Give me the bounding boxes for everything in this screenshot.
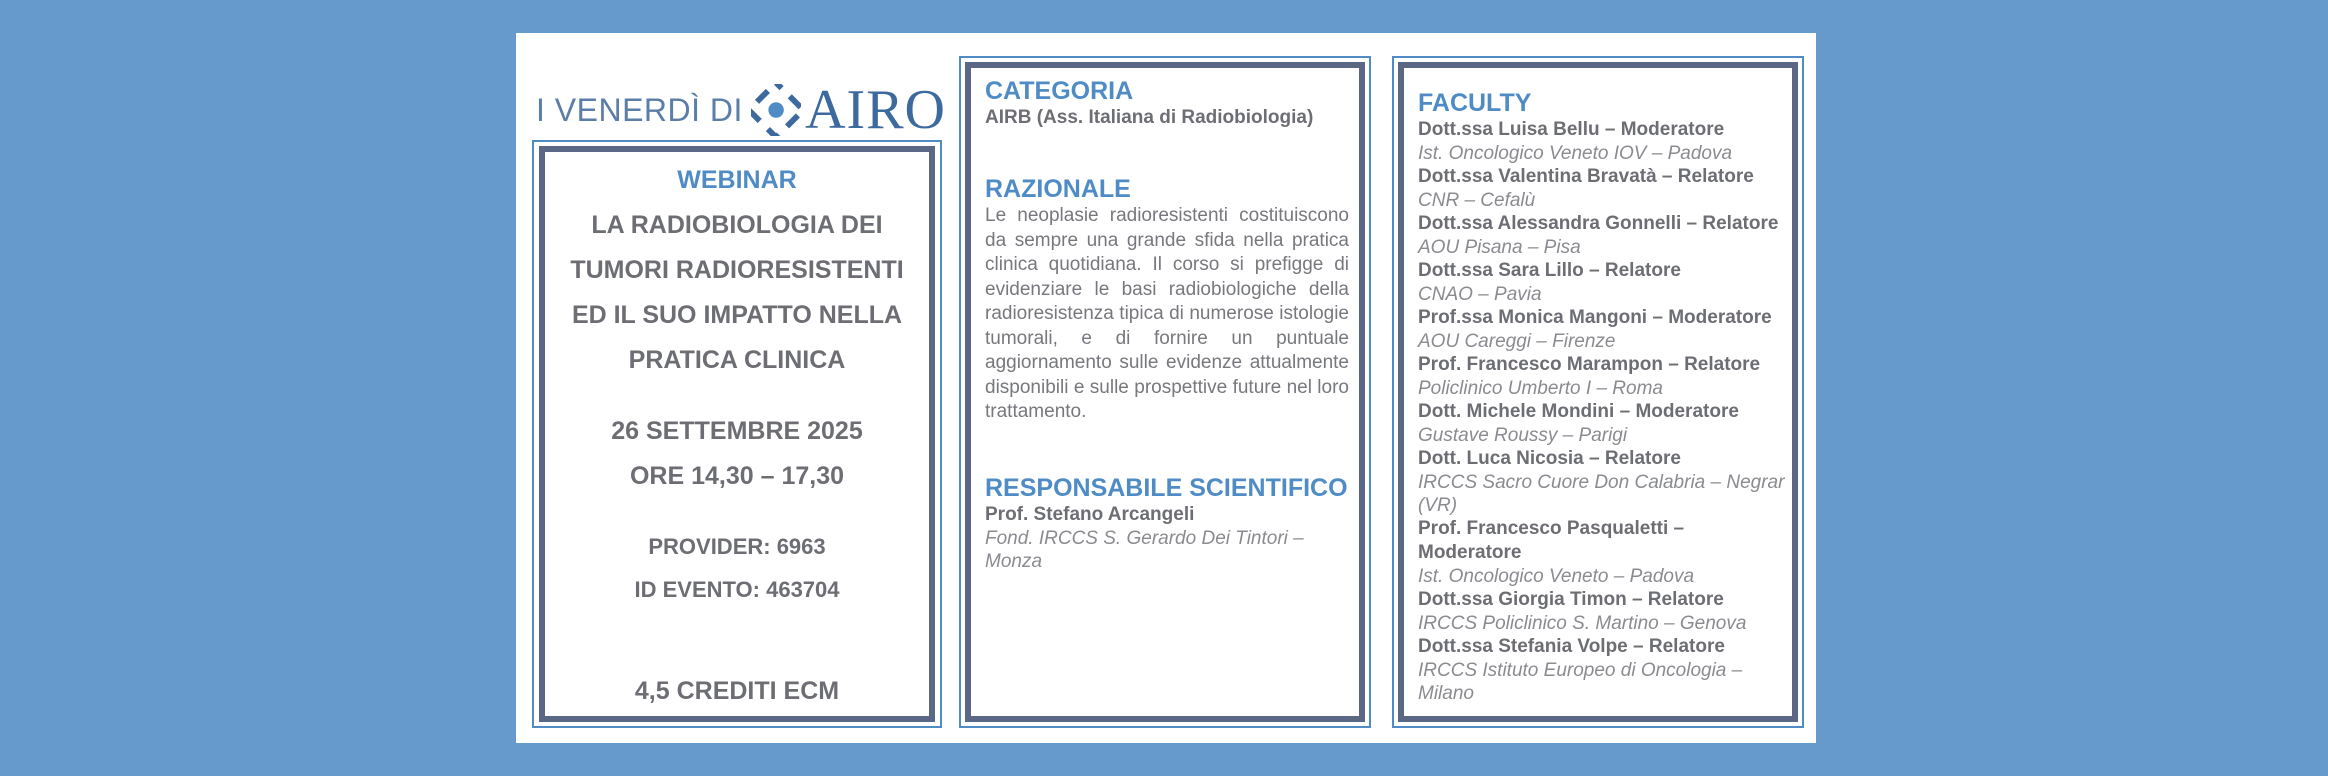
faculty-name: Dott.ssa Stefania Volpe – Relatore <box>1418 636 1725 657</box>
faculty-affiliation: Policlinico Umberto I – Roma <box>1418 378 1663 399</box>
faculty-member <box>1418 353 1786 400</box>
faculty-name: Dott.ssa Sara Lillo – Relatore <box>1418 260 1681 281</box>
faculty-name: Prof. Francesco Pasqualetti – Moderatore <box>1418 518 1685 563</box>
faculty-affiliation: AOU Careggi – Firenze <box>1418 331 1616 352</box>
faculty-name: Dott.ssa Alessandra Gonnelli – Relatore <box>1418 213 1779 234</box>
responsabile-heading: RESPONSABILE SCIENTIFICO <box>985 473 1348 502</box>
faculty-affiliation: CNAO – Pavia <box>1418 284 1542 305</box>
faculty-name: Dott. Luca Nicosia – Relatore <box>1418 448 1681 469</box>
razionale-heading: RAZIONALE <box>985 175 1131 203</box>
webinar-info <box>545 166 929 611</box>
title-line: LA RADIOBIOLOGIA DEI <box>591 211 883 239</box>
event-time: ORE 14,30 – 17,30 <box>629 462 845 490</box>
faculty-name: Prof. Francesco Marampon – Relatore <box>1418 354 1761 375</box>
title-line: PRATICA CLINICA <box>628 346 846 374</box>
logo-prefix: I VENERDÌ DI <box>536 91 743 128</box>
categoria-heading: CATEGORIA <box>985 77 1134 105</box>
faculty-member <box>1418 165 1786 212</box>
faculty-affiliation: IRCCS Istituto Europeo di Oncologia – Milano <box>1418 660 1743 704</box>
categoria-value: AIRB (Ass. Italiana di Radiobiologia) <box>985 107 1314 128</box>
title-line: ED IL SUO IMPATTO NELLA <box>571 301 903 329</box>
faculty-member <box>1418 259 1786 306</box>
faculty-affiliation: Gustave Roussy – Parigi <box>1418 425 1628 446</box>
faculty-heading: FACULTY <box>1418 89 1532 117</box>
provider-code: PROVIDER: 6963 <box>648 534 826 559</box>
faculty-affiliation: IRCCS Policlinico S. Martino – Genova <box>1418 613 1747 634</box>
webinar-panel <box>539 146 935 722</box>
faculty-name: Dott.ssa Valentina Bravatà – Relatore <box>1418 166 1754 187</box>
event-id: ID EVENTO: 463704 <box>634 577 840 602</box>
faculty-member <box>1418 306 1786 353</box>
faculty-panel <box>1398 62 1798 722</box>
faculty-member <box>1418 400 1786 447</box>
faculty-member <box>1418 635 1786 705</box>
faculty-member <box>1418 118 1786 165</box>
faculty-affiliation: CNR – Cefalù <box>1418 190 1536 211</box>
webinar-label: WEBINAR <box>677 166 797 194</box>
faculty-member <box>1418 588 1786 635</box>
faculty-member <box>1418 212 1786 259</box>
faculty-list <box>1418 118 1786 705</box>
razionale-text: Le neoplasie radioresistenti costituiscono da sempre una grande sfida nella pratica clinica quotidiana. Il corso si prefigge di evidenziare le basi radiobiologiche della radioresistenza tipica di numerose istologie tumorali, e di fornire un puntuale aggiornamento sulle evidenze attualmente disponibili e sulle prospettive future nel loro trattamento. <box>985 205 1349 422</box>
faculty-affiliation: AOU Pisana – Pisa <box>1418 237 1581 258</box>
faculty-affiliation: IRCCS Sacro Cuore Don Calabria – Negrar (VR) <box>1418 472 1785 516</box>
faculty-member <box>1418 447 1786 517</box>
title-line: TUMORI RADIORESISTENTI <box>570 256 904 284</box>
faculty-name: Dott. Michele Mondini – Moderatore <box>1418 401 1739 422</box>
event-date: 26 SETTEMBRE 2025 <box>611 417 863 445</box>
faculty-affiliation: Ist. Oncologico Veneto IOV – Padova <box>1418 143 1733 164</box>
event-codes <box>545 525 929 611</box>
faculty-affiliation: Ist. Oncologico Veneto – Padova <box>1418 566 1695 587</box>
webinar-title <box>545 203 929 383</box>
faculty-name: Prof.ssa Monica Mangoni – Moderatore <box>1418 307 1772 328</box>
airo-logo <box>536 80 946 140</box>
responsabile-affiliation: Fond. IRCCS S. Gerardo Dei Tintori – Monza <box>985 527 1304 572</box>
event-schedule <box>545 409 929 499</box>
info-panel <box>965 62 1365 722</box>
responsabile-name: Prof. Stefano Arcangeli <box>985 503 1195 525</box>
ecm-credits: 4,5 CREDITI ECM <box>634 677 840 705</box>
airo-logo-icon <box>751 84 801 136</box>
faculty-name: Dott.ssa Giorgia Timon – Relatore <box>1418 589 1724 610</box>
faculty-name: Dott.ssa Luisa Bellu – Moderatore <box>1418 119 1725 140</box>
logo-brand: AIRO <box>805 79 946 141</box>
faculty-member <box>1418 517 1786 588</box>
